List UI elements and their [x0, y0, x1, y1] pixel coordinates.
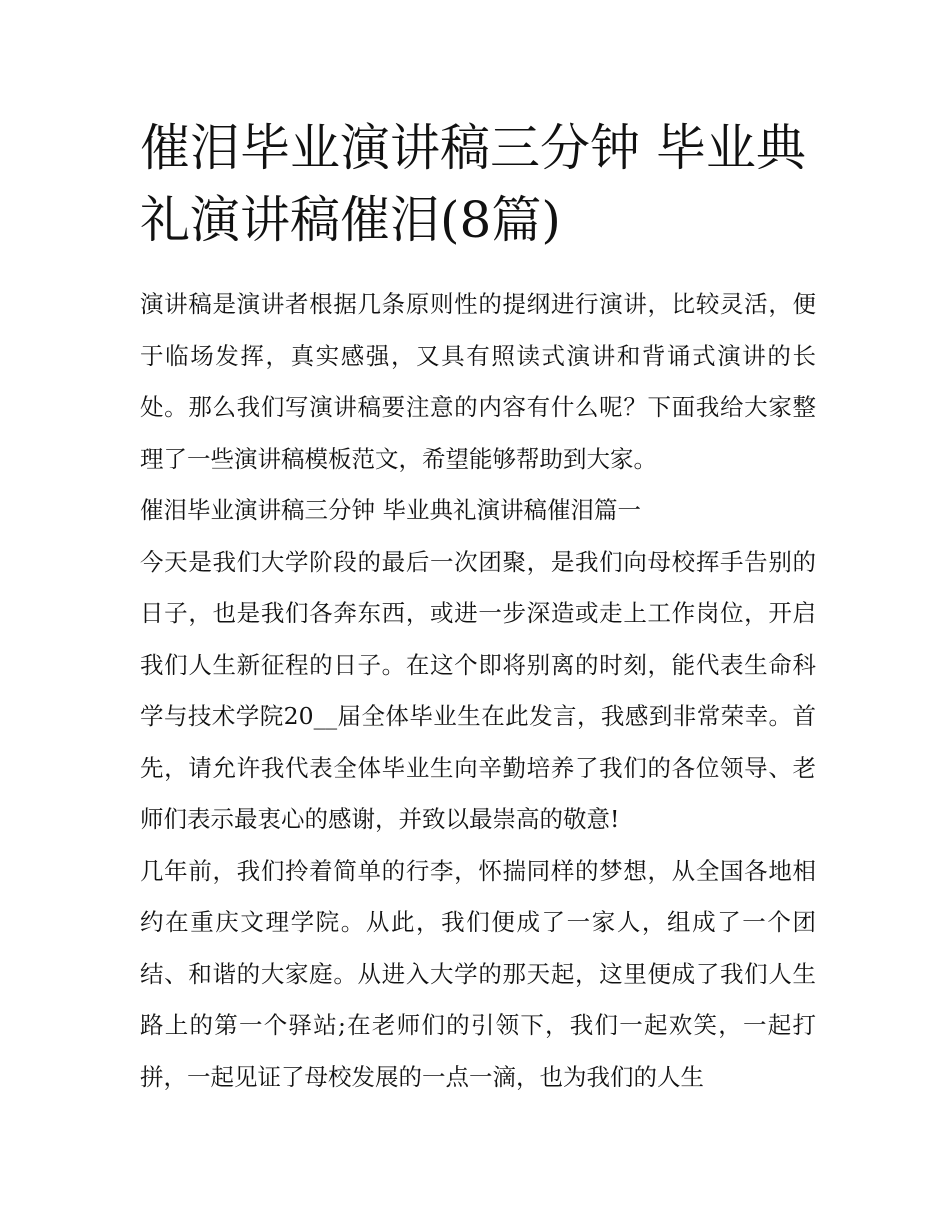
body-paragraph: 今天是我们大学阶段的最后一次团聚，是我们向母校挥手告别的日子，也是我们各奔东西，或进一步深造或走上工作岗位，开启我们人生新征程的日子。在这个即将别离的时刻，能代表生命科学与技术学院20__届全体毕业生在此发言，我感到非常荣幸。首先，请允许我代表全体毕业生向辛勤培养了我们的各位领导、老师们表示最衷心的感谢，并致以最崇高的敬意!	[140, 547, 816, 833]
document-title: 催泪毕业演讲稿三分钟 毕业典礼演讲稿催泪(8篇)	[140, 119, 806, 249]
body-paragraph: 几年前，我们拎着简单的行李，怀揣同样的梦想，从全国各地相约在重庆文理学院。从此，我们便成了一家人，组成了一个团结、和谐的大家庭。从进入大学的那天起，这里便成了我们人生路上的第一个驿站;在老师们的引领下，我们一起欢笑，一起打拼，一起见证了母校发展的一点一滴，也为我们的人生	[140, 856, 816, 1091]
section-heading: 催泪毕业演讲稿三分钟 毕业典礼演讲稿催泪篇一	[140, 496, 641, 524]
document-body	[140, 279, 816, 1103]
intro-paragraph: 演讲稿是演讲者根据几条原则性的提纲进行演讲，比较灵活，便于临场发挥，真实感强，又具有照读式演讲和背诵式演讲的长处。那么我们写演讲稿要注意的内容有什么呢？下面我给大家整理了一些演讲稿模板范文，希望能够帮助到大家。	[140, 290, 816, 473]
